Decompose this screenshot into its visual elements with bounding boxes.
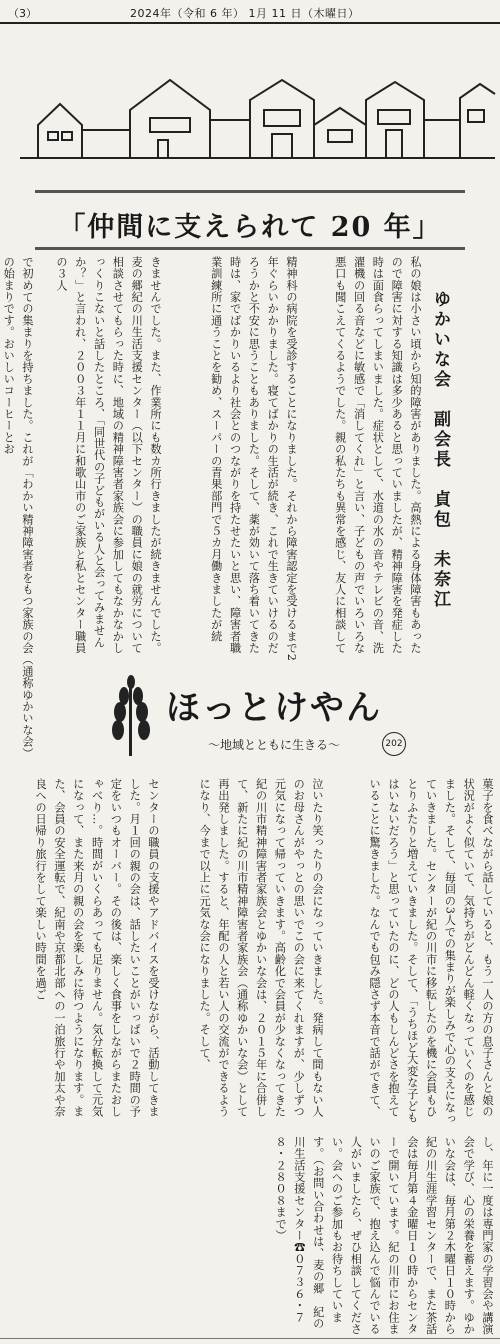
bottom-rule: [0, 1338, 500, 1339]
article-text-block-6: 泣いたり笑ったりの会になっていきました。発病して間もない人のお母さんがやっとの思いでこの会に来てくれますが、少しずつ元気になって帰っていきます。高齢化で会員が少なくなってきた紀の川市精神障害者家族会とゆかいな会は、２０１５年に合併して、新たに紀の川市精神障害者家族会（通称ゆかいな会）として再出発しました。すると、年配の人と若い人の交流ができるようになり、今まで以上に元気な会になりました。そして、: [198, 778, 324, 1118]
houses-illustration: [20, 70, 495, 160]
article-title: 「仲間に支えられて 20 年」: [58, 212, 442, 243]
page-header: [0, 0, 500, 22]
author-byline: ゆかいな会 副会長 貞包 未奈江: [430, 290, 450, 610]
article-text-block-8: し、年に一度は専門家の学習会や講演会で学び、心の栄養を蓄えます。ゆかいな会は、毎月第２木曜日１０時から紀の川生涯学習センターで、また茶話会は毎月第４金曜日１０時からセンターで開いています。紀の川市にお住まいのご家族で、抱え込んで悩んでいる人がいましたら、ぜひ相談してください。会へのご参加もお待ちしています。（お問い合わせは、麦の郷 紀の川生活支援センター☎０７３６・７８・２８０８まで）: [274, 1136, 494, 1335]
article-text-block-1: 私の娘は小さい頃から知的障害がありました。高熱による身体障害もあったので障害に対する知識は多少あると思っていましたが、精神障害を発症した時は面食らってしまいました。症状として、水道の水の音やテレビの音、洗濯機の回る音などに敏感で「消してくれ」と言い、子どもの声でいろいろな悪口も聞こえてくるようでした。親の私たちも異常を感じ、友人に相談して: [333, 256, 422, 654]
article-text-block-3: きませんでした。また、作業所にも数カ所行きましたが続きませんでした。麦の郷紀の川生活支援センター（以下センター）の職員に娘の就労について相談させてもらった時に、地域の精神障害者家族会に参加してもなかなかしっくりこないと話したところ、「同世代の子どもがいる人と会ってみませんか？」と言われ、２００３年１１月に和歌山市のご家族と私とセンター職員の３人: [54, 256, 162, 654]
series-number-badge: 202: [382, 732, 406, 756]
wheat-icon: [96, 676, 166, 766]
header-rule: [0, 22, 500, 24]
article-title-box: [35, 190, 465, 250]
logo-subtitle: 〜地域とともに生きる〜: [208, 738, 341, 752]
article-text-block-2: 精神科の病院を受診することになりました。それから障害認定を受けるまで2年ぐらいかかりました。寝てばかりの生活が続き、これで生きていけるのだろうかと不安に思うこともありました。そして、薬が効いて落ち着いてきた時は、家でばかりいるより社会とのつながりを持たせたいと思い、障害者職業訓練所に通うことを勧め、スーパーの青果部門で５カ月働きましたが続: [209, 256, 298, 662]
logo-title: ほっとけやん: [166, 688, 382, 728]
article-text-block-5: 菓子を食べながら話していると、もう一人の方の息子さんと娘の状況がよく似ていて、気持ちがどんどん軽くなっていくのを感じました。そして、毎回の3人での集まりが楽しみで心の支えになっていきました。センターが紀の川市に移転したのを機に会員もひとりふたりと増えていきました。そして、「うちほど大変な子どもはいないだろう」と思っていたのに、どの人もしんどさを抱えていることに驚きました。なんでも包み隠さず本音で話ができて、: [368, 778, 494, 1125]
column-logo: [96, 676, 416, 772]
page-number: （3）: [8, 7, 37, 20]
article-text-block-4: で初めての集まりを持ちました。これが「わかい精神障害者をもつ家族の会（通称ゆかいな会）の始まりです。おいしいコーヒーとお: [2, 256, 34, 754]
article-text-block-7: センターの職員の支援やアドバイスを受けながら、活動してきました。月１回の親の会は、話したいことがいっぱいで２時間の予定をいつもオーバー。その後は、楽しく食事をしながらまたおしゃべり…。時間がいくらあっても足りません。気分転換して元気になって、また来月の親の会を楽しみに待つようになります。また、会員の安全運転で、紀南や京都北部への一泊旅行や加太や奈良への日帰り旅行をして楽しい時間を過ご: [34, 778, 160, 1118]
issue-date: 2024年（令和 6 年） 1月 11 日（木曜日）: [130, 7, 360, 20]
